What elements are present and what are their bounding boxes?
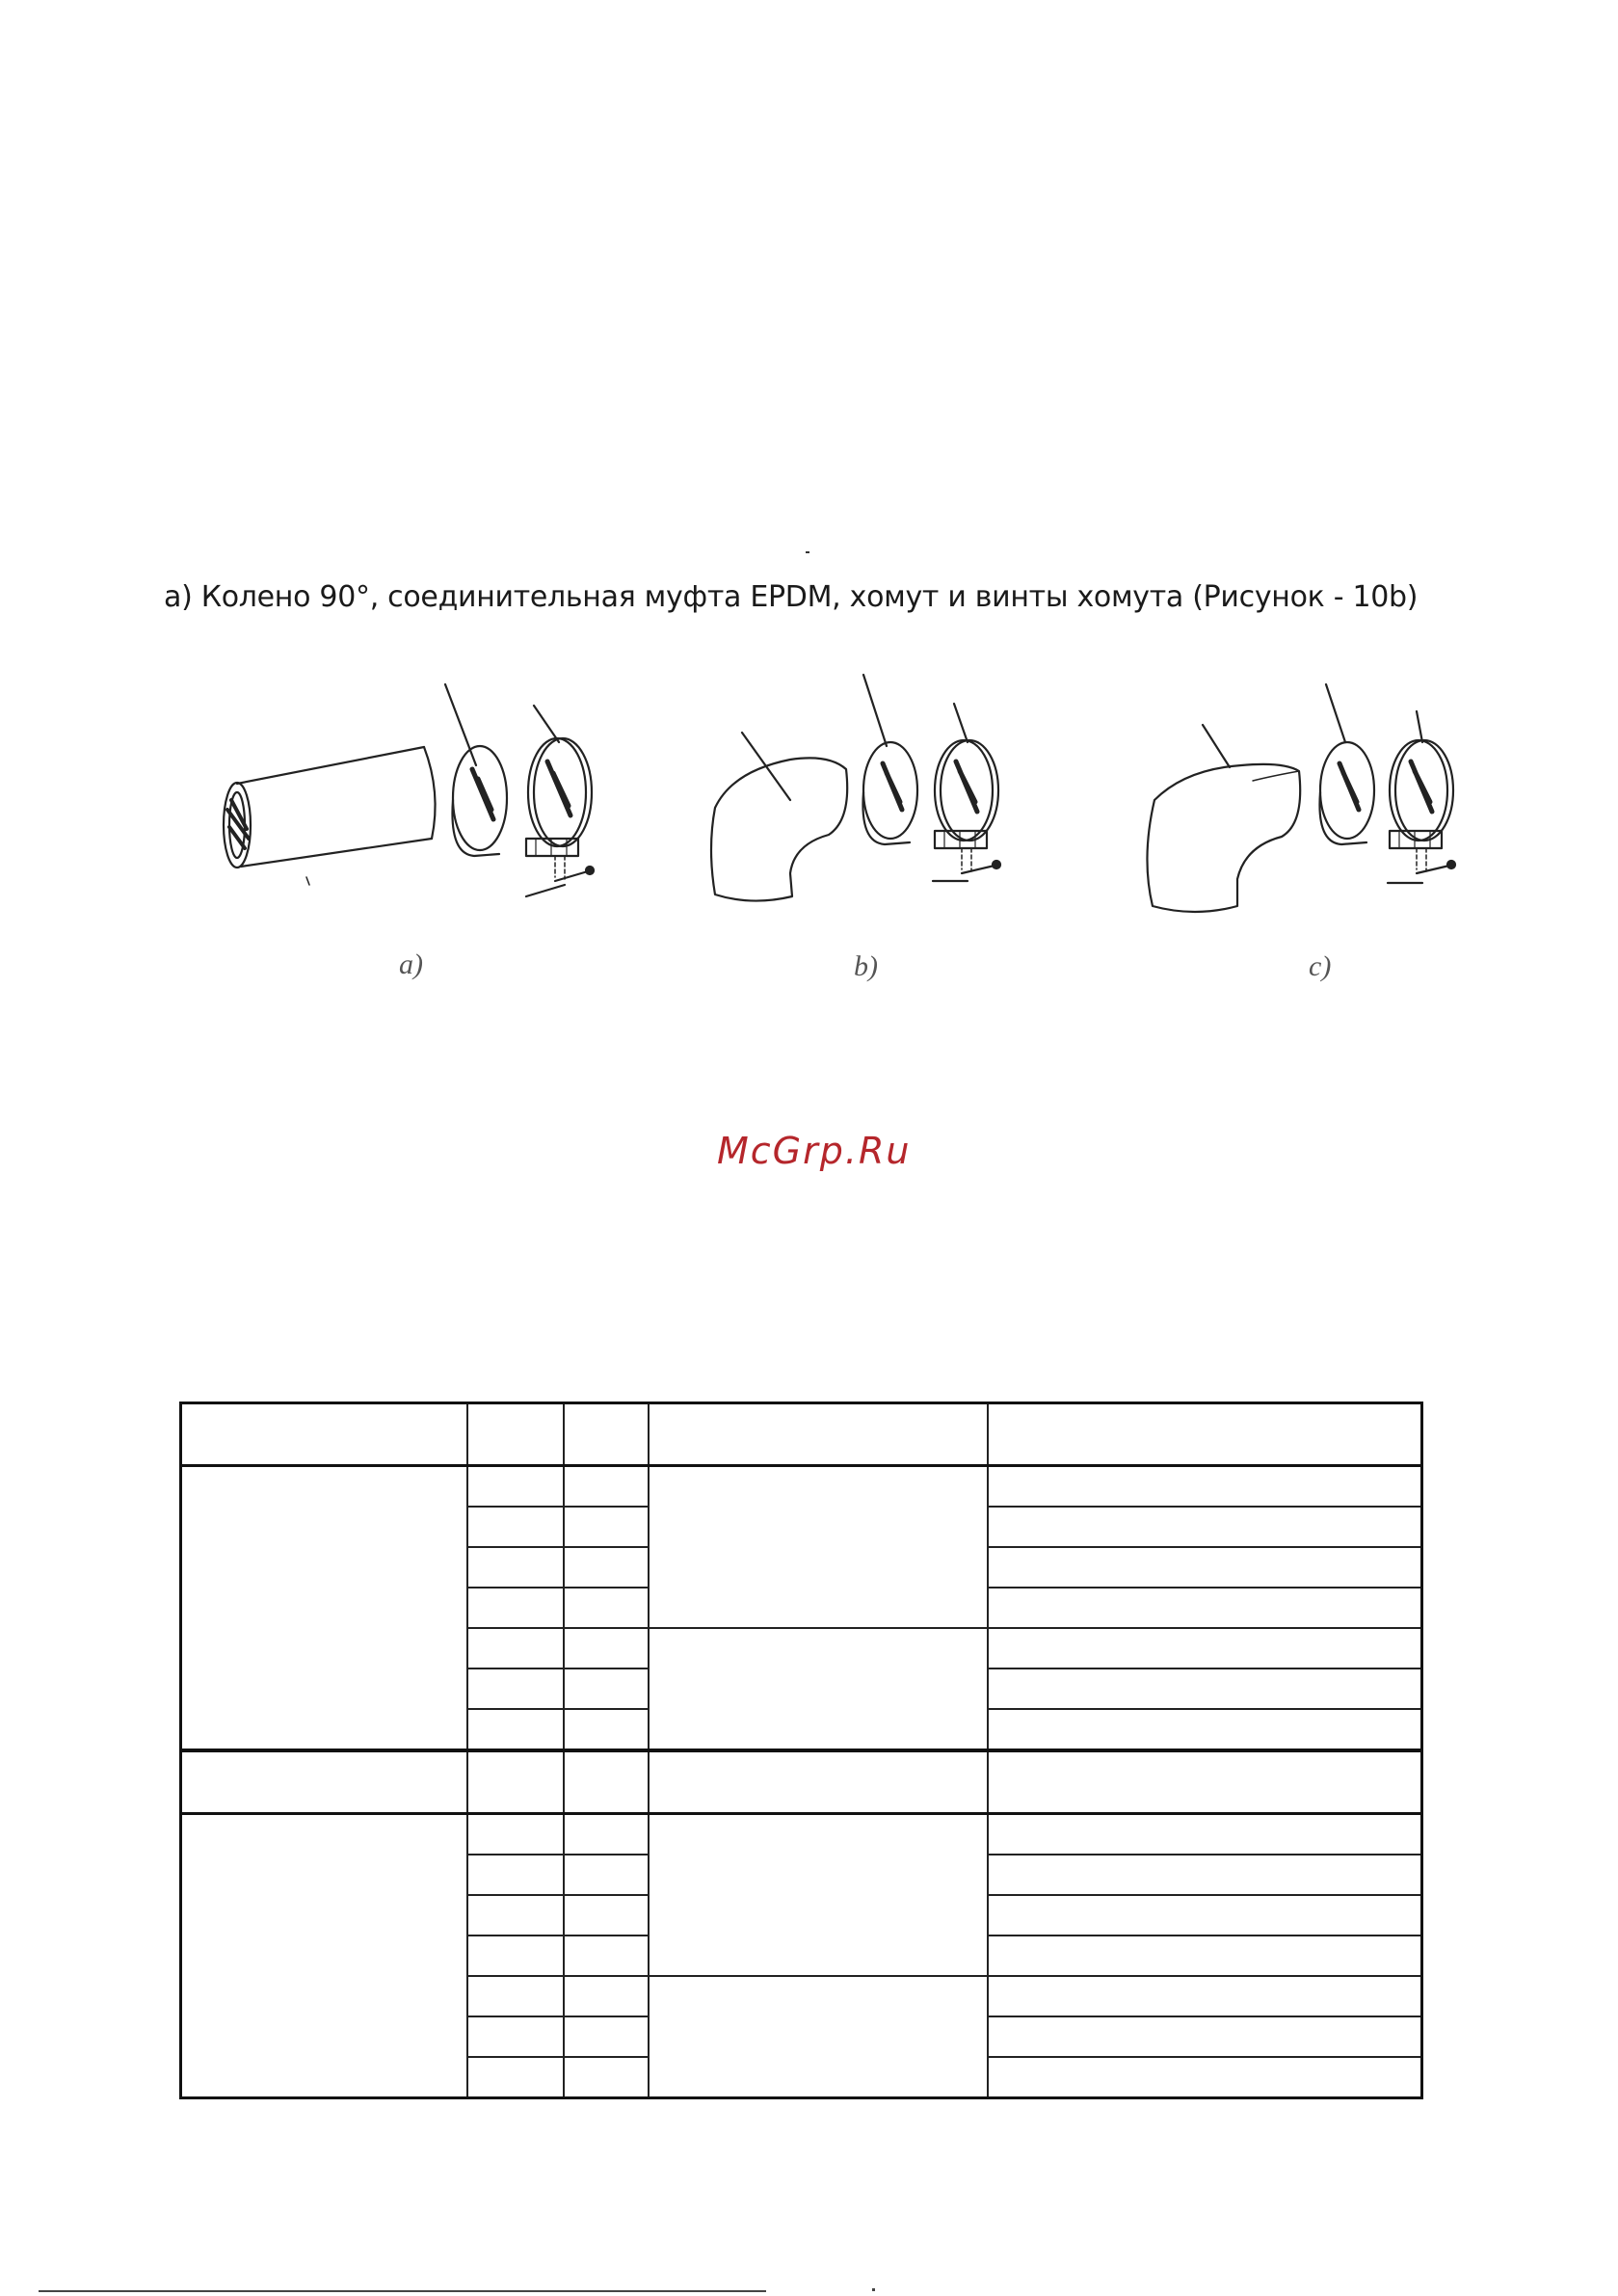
table-cell [988, 1855, 1422, 1895]
screw-icon [1388, 848, 1455, 883]
table-cell [988, 2057, 1422, 2098]
table-cell [467, 1709, 564, 1750]
table-cell [564, 1855, 649, 1895]
figure-label-c: c) [1309, 950, 1332, 982]
table-cell [467, 1936, 564, 1976]
coupling-icon [1319, 684, 1374, 844]
table-cell [564, 2057, 649, 2098]
merged-cell [649, 1814, 988, 1977]
table-cell [467, 1895, 564, 1936]
group-cell [181, 1466, 468, 1751]
screw-icon [933, 848, 1000, 881]
table-cell [467, 1507, 564, 1547]
table-row [181, 1466, 1422, 1508]
table-cell [467, 1814, 564, 1855]
table-cell [649, 1750, 988, 1814]
table-cell [564, 1588, 649, 1628]
table-cell [988, 1976, 1422, 2016]
figure-label-b: b) [854, 950, 878, 982]
table-cell [181, 1750, 468, 1814]
table-cell [467, 2016, 564, 2057]
table-cell [988, 1628, 1422, 1669]
header-cell [988, 1403, 1422, 1466]
header-cell [181, 1403, 468, 1466]
page-bottom-mark [872, 2288, 875, 2291]
spec-table [179, 1402, 1423, 2099]
table-cell [988, 1547, 1422, 1588]
table-cell [564, 1547, 649, 1588]
table-cell [988, 1466, 1422, 1508]
header-cell [564, 1403, 649, 1466]
table-divider-row [181, 1750, 1422, 1814]
table-cell [988, 1669, 1422, 1709]
table-cell [988, 1588, 1422, 1628]
merged-cell [649, 1628, 988, 1750]
watermark: McGrp.Ru [717, 1130, 912, 1172]
table-cell [988, 1507, 1422, 1547]
table-cell [564, 1750, 649, 1814]
table-row [181, 1814, 1422, 1855]
merged-cell [649, 1466, 988, 1629]
stray-mark [806, 551, 809, 553]
table-cell [988, 1709, 1422, 1750]
table-cell [988, 1814, 1422, 1855]
table-cell [564, 1507, 649, 1547]
clamp-icon [1390, 711, 1453, 848]
figure-caption: a) Колено 90°, соединительная муфта EPDM, хомут и винты хомута (Рисунок - 10b) [164, 580, 1419, 614]
table-cell [467, 1750, 564, 1814]
pipe-icon [224, 747, 436, 885]
table-cell [467, 1466, 564, 1508]
elbow-90-icon [1147, 725, 1300, 912]
table-cell [564, 1814, 649, 1855]
coupling-icon [862, 675, 917, 844]
table-cell [467, 1976, 564, 2016]
table-cell [564, 1709, 649, 1750]
merged-cell [649, 1976, 988, 2098]
table-cell [988, 2016, 1422, 2057]
table-cell [564, 2016, 649, 2057]
clamp-icon [526, 706, 592, 856]
header-cell [467, 1403, 564, 1466]
table-cell [988, 1895, 1422, 1936]
header-cell [649, 1403, 988, 1466]
table-cell [564, 1936, 649, 1976]
table-cell [564, 1976, 649, 2016]
table-cell [988, 1750, 1422, 1814]
coupling-icon [445, 684, 507, 856]
clamp-icon [935, 704, 998, 848]
assembly-figure [193, 665, 1503, 988]
table-cell [564, 1628, 649, 1669]
table-cell [467, 1588, 564, 1628]
figure-label-a: a) [399, 948, 423, 980]
table-cell [467, 1547, 564, 1588]
table-cell [988, 1936, 1422, 1976]
table-cell [564, 1466, 649, 1508]
table-cell [564, 1669, 649, 1709]
table-cell [564, 1895, 649, 1936]
elbow-90-icon [711, 733, 847, 901]
table-cell [467, 1669, 564, 1709]
screw-icon [526, 856, 594, 896]
table-cell [467, 1855, 564, 1895]
group-cell [181, 1814, 468, 2098]
table-cell [467, 1628, 564, 1669]
table-header-row [181, 1403, 1422, 1466]
table-cell [467, 2057, 564, 2098]
page-bottom-rule [39, 2290, 766, 2292]
